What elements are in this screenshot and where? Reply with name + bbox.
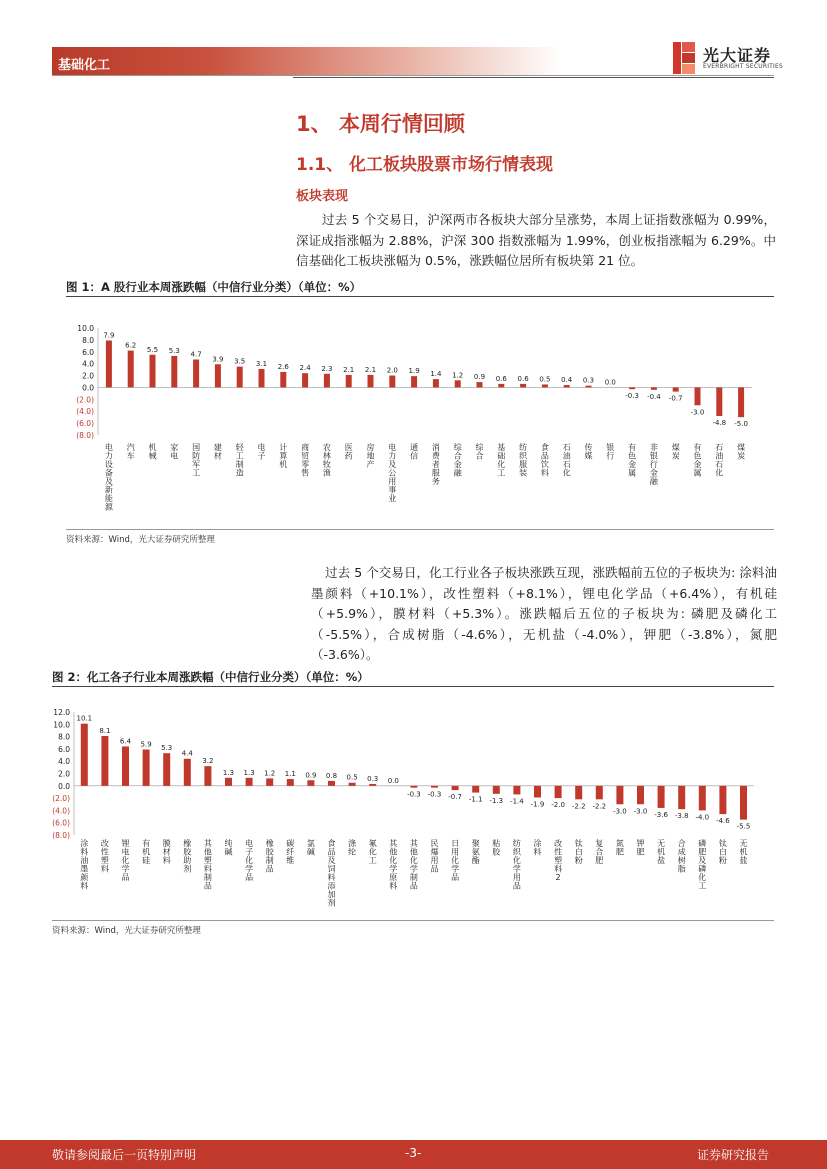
category-label: 房地产	[366, 443, 375, 469]
category-label: 食品及饲料添加剂	[327, 839, 336, 908]
data-label: -1.4	[510, 797, 524, 806]
data-label: 0.5	[346, 773, 358, 782]
figure2-source: 资料来源：Wind，光大证券研究所整理	[52, 926, 201, 936]
sector-label: 基础化工	[58, 58, 111, 73]
y-tick-label: 2.0	[82, 371, 94, 381]
bar	[651, 387, 657, 389]
logo-text-en: EVERBRIGHT SECURITIES	[703, 63, 783, 70]
bar	[259, 369, 265, 387]
page-number: -3-	[405, 1146, 422, 1160]
bar	[673, 387, 679, 391]
figure2-rule	[52, 686, 774, 687]
bar	[740, 786, 747, 820]
data-label: -2.2	[592, 802, 607, 811]
data-label: -0.7	[668, 394, 683, 403]
bar	[280, 372, 286, 387]
category-label: 有色金属	[693, 443, 702, 478]
data-label: 3.9	[212, 355, 224, 364]
category-label: 聚氨酯	[471, 839, 480, 865]
category-label: 电力及公用事业	[388, 443, 397, 503]
data-label: 3.5	[234, 357, 246, 366]
y-tick-label: 12.0	[53, 708, 70, 717]
data-label: 4.7	[190, 350, 202, 359]
category-label: 机械	[148, 443, 157, 461]
bar	[328, 781, 335, 786]
category-label: 轻工制造	[235, 443, 244, 478]
data-label: 0.9	[473, 373, 486, 382]
y-tick-label: 10.0	[77, 324, 94, 333]
bar	[171, 356, 177, 388]
y-tick-label: 0.0	[82, 383, 94, 393]
data-label: -2.0	[551, 801, 565, 810]
data-label: 1.1	[284, 770, 296, 779]
category-label: 电子	[257, 443, 266, 461]
header-band	[52, 47, 562, 75]
bar	[699, 786, 706, 811]
category-label: 通信	[410, 443, 419, 461]
category-label: 涂料	[533, 839, 542, 857]
data-label: -3.0	[613, 807, 627, 816]
bar	[193, 360, 199, 388]
bar	[472, 786, 479, 793]
y-tick-label: 6.0	[58, 744, 70, 754]
data-label: -3.6	[654, 810, 668, 819]
y-tick-label: 8.0	[58, 732, 70, 742]
data-label: 5.3	[161, 744, 173, 753]
data-label: 5.5	[146, 345, 159, 354]
bar	[586, 386, 592, 388]
data-label: 0.3	[582, 376, 595, 385]
category-label: 商贸零售	[301, 443, 310, 478]
category-label: 农林牧渔	[322, 443, 331, 478]
category-label: 无机盐	[739, 839, 748, 865]
category-label: 粘胶	[492, 839, 501, 857]
figure1-rule	[66, 296, 774, 297]
category-label: 民爆用品	[430, 839, 439, 874]
y-tick-label: (8.0)	[52, 831, 70, 840]
bar	[266, 778, 273, 785]
category-label: 氮肥	[615, 839, 624, 857]
category-label: 国防军工	[192, 443, 201, 478]
bar	[431, 786, 438, 788]
bar	[452, 786, 459, 790]
category-label: 无机盐	[657, 839, 666, 865]
data-label: 2.4	[299, 364, 311, 373]
category-label: 氟化工	[368, 839, 377, 865]
data-label: 2.6	[277, 362, 289, 371]
y-tick-label: (6.0)	[52, 818, 70, 828]
y-tick-label: (4.0)	[76, 407, 94, 417]
footer-report-type: 证券研究报告	[697, 1148, 770, 1162]
y-tick-label: 8.0	[82, 335, 94, 345]
category-label: 综合金融	[453, 443, 462, 478]
category-label: 钛白粉	[574, 839, 583, 865]
bar	[128, 351, 134, 388]
y-tick-label: 4.0	[58, 757, 70, 767]
y-tick-label: 4.0	[82, 359, 94, 369]
data-label: 0.8	[325, 771, 338, 780]
category-label: 合成树脂	[677, 839, 686, 874]
data-label: -4.0	[695, 813, 710, 822]
category-label: 建材	[213, 443, 222, 461]
data-label: -4.8	[712, 418, 727, 427]
data-label: 0.4	[561, 376, 573, 385]
bar	[389, 376, 395, 388]
bar	[246, 778, 253, 786]
data-label: 1.3	[243, 768, 255, 777]
category-label: 有色金属	[628, 443, 637, 478]
data-label: 2.3	[321, 364, 333, 373]
data-label: -4.6	[716, 817, 730, 826]
category-label: 消费者服务	[431, 443, 440, 486]
bar	[498, 384, 504, 388]
y-tick-label: (4.0)	[52, 806, 70, 816]
category-label: 医药	[344, 443, 353, 461]
data-label: 0.6	[495, 374, 507, 383]
y-tick-label: 6.0	[82, 347, 94, 357]
bar	[346, 375, 352, 387]
data-label: 0.0	[604, 378, 616, 387]
category-label: 计算机	[279, 443, 288, 469]
bar	[204, 766, 211, 786]
y-tick-label: 2.0	[58, 769, 70, 779]
data-label: -0.3	[427, 790, 442, 799]
category-label: 橡胶助剂	[183, 839, 192, 874]
category-label: 其他塑料制品	[203, 839, 212, 891]
y-tick-label: (8.0)	[76, 431, 94, 440]
data-label: -0.7	[448, 793, 462, 802]
data-label: 3.1	[255, 360, 268, 369]
data-label: -1.3	[489, 796, 504, 805]
sub-subsection-heading: 板块表现	[296, 189, 349, 204]
bar	[596, 786, 603, 800]
data-label: 1.2	[264, 769, 276, 778]
category-label: 煤炭	[737, 443, 746, 461]
data-label: 8.1	[99, 726, 111, 735]
category-label: 煤炭	[671, 443, 680, 461]
figure1-source: 资料来源：Wind，光大证券研究所整理	[66, 535, 215, 545]
bar	[716, 387, 722, 416]
data-label: -5.5	[736, 822, 751, 831]
data-label: 1.2	[452, 371, 464, 380]
category-label: 综合	[475, 443, 484, 461]
data-label: 6.4	[119, 737, 132, 746]
bar	[629, 387, 635, 389]
category-label: 石油石化	[715, 443, 724, 478]
bar	[455, 380, 461, 387]
bar	[101, 736, 108, 786]
bar	[163, 753, 170, 786]
bar	[678, 786, 685, 809]
bar	[738, 387, 744, 417]
logo-mark-icon	[673, 42, 695, 74]
category-label: 橡胶制品	[265, 839, 274, 874]
category-label: 钛白粉	[718, 839, 727, 865]
category-label: 有机硅	[142, 839, 151, 865]
bar	[534, 786, 541, 798]
data-label: 10.1	[76, 714, 93, 723]
data-label: 1.3	[222, 768, 235, 777]
category-label: 碳纤维	[286, 839, 295, 865]
data-label: -3.0	[633, 807, 648, 816]
bar	[369, 784, 376, 786]
y-tick-label: 10.0	[53, 720, 70, 730]
logo-text-cn: 光大证券	[703, 46, 772, 65]
data-label: -0.3	[625, 392, 639, 401]
bar	[637, 786, 644, 804]
bar	[520, 384, 526, 388]
bar	[477, 382, 483, 387]
category-label: 氯碱	[306, 839, 315, 857]
header-rule	[52, 75, 774, 76]
data-label: 0.6	[517, 374, 529, 383]
category-label: 传媒	[584, 443, 593, 461]
bar	[433, 379, 439, 387]
category-label: 非银行金融	[649, 443, 658, 486]
data-label: 2.1	[364, 365, 377, 374]
category-label: 银行	[606, 443, 615, 461]
data-label: -3.0	[690, 408, 705, 417]
bar	[368, 375, 374, 387]
y-tick-label: (2.0)	[76, 395, 94, 405]
category-label: 食品饮料	[540, 443, 549, 478]
bar	[302, 373, 308, 387]
data-label: -2.2	[571, 802, 586, 811]
bar	[564, 385, 570, 387]
data-label: 2.1	[343, 365, 355, 374]
bar	[493, 786, 500, 794]
data-label: 2.0	[386, 366, 398, 375]
category-label: 基础化工	[497, 443, 506, 478]
footer-disclaimer: 敬请参阅最后一页特别声明	[52, 1148, 197, 1162]
bar	[513, 786, 520, 795]
section-heading: 1、 本周行情回顾	[296, 112, 465, 136]
data-label: -5.0	[734, 420, 748, 429]
category-label: 磷肥及磷化工	[698, 839, 707, 891]
bar	[575, 786, 582, 800]
data-label: 0.5	[539, 375, 551, 384]
category-label: 锂电化学品	[121, 839, 130, 882]
data-label: -0.4	[647, 392, 661, 401]
category-label: 涂料油墨颜料	[80, 839, 89, 891]
brand-logo	[673, 41, 783, 77]
subsection-heading: 1.1、 化工板块股票市场行情表现	[296, 155, 554, 175]
bar	[324, 374, 330, 388]
bar	[410, 786, 417, 788]
category-label: 钾肥	[636, 839, 645, 857]
data-label: 0.0	[387, 776, 399, 785]
bar	[287, 779, 294, 786]
paragraph-market: 过去 5 个交易日，沪深两市各板块大部分呈涨势，本周上证指数涨幅为 0.99%，深证成指涨幅为 2.88%，沪深 300 指数涨幅为 1.99%，创业板指涨幅为 6.29%。中信基础化工板块涨幅为 0.5%，涨跌幅位居所有板块第 21 位。	[296, 212, 776, 268]
data-label: 7.9	[103, 331, 115, 340]
bar	[349, 783, 356, 786]
data-label: -1.9	[530, 800, 545, 809]
bar	[411, 376, 417, 387]
bar	[658, 786, 665, 808]
figure2-bottom-rule	[52, 920, 774, 921]
bar	[237, 367, 243, 388]
bar	[542, 384, 548, 387]
category-label: 电力设备及新能源	[104, 443, 113, 512]
category-label: 膜材料	[162, 839, 171, 865]
data-label: 5.3	[168, 346, 180, 355]
figure1-chart	[66, 318, 774, 523]
category-label: 其他化学制品	[409, 839, 418, 891]
bar	[122, 746, 129, 785]
data-label: 3.2	[202, 757, 214, 766]
figure2-chart	[52, 704, 774, 916]
category-label: 其他化学原料	[389, 839, 398, 891]
category-label: 日用化学品	[451, 839, 460, 882]
section-rule	[293, 77, 774, 78]
category-label: 纯碱	[224, 839, 233, 857]
category-label: 复合肥	[595, 839, 604, 865]
figure1-bottom-rule	[66, 529, 774, 530]
bar	[225, 778, 232, 786]
data-label: -1.1	[468, 795, 483, 804]
category-label: 电子化学品	[245, 839, 254, 882]
data-label: 6.2	[125, 341, 137, 350]
data-label: 5.9	[140, 740, 152, 749]
category-label: 石油石化	[562, 443, 571, 478]
category-label: 涤纶	[348, 839, 357, 857]
bar	[215, 364, 221, 387]
data-label: -3.8	[674, 812, 689, 821]
bar	[106, 340, 112, 387]
data-label: 4.4	[181, 749, 193, 758]
paragraph-subsector: 过去 5 个交易日，化工行业各子板块涨跌互现，涨跌幅前五位的子板块为: 涂料油墨颜料（+10.1%），改性塑料（+8.1%），锂电化学品（+6.4%），有机硅（+5.9%），膜材料（+5.3%）。涨跌幅后五位的子板块为: 磷肥及磷化工（-5.5%），合成树脂（-4.6%），无机盐（-4.0%），钾肥（-3.8%），氮肥（-3.6%）。	[311, 565, 777, 662]
bar	[184, 759, 191, 786]
category-label: 汽车	[126, 443, 135, 461]
category-label: 改性塑料 2	[554, 839, 563, 882]
bar	[81, 724, 88, 786]
bar	[150, 355, 156, 388]
bar	[719, 786, 726, 814]
bar	[143, 750, 150, 786]
category-label: 改性塑料	[100, 839, 109, 874]
data-label: 0.9	[305, 771, 317, 780]
category-label: 纺织化学用品	[512, 839, 521, 891]
figure1-title: 图 1：A 股行业本周涨跌幅（中信行业分类）（单位：%）	[66, 280, 362, 294]
y-tick-label: (2.0)	[52, 794, 70, 804]
bar	[555, 786, 562, 798]
data-label: 1.4	[430, 370, 442, 379]
y-tick-label: (6.0)	[76, 419, 94, 429]
bar	[307, 780, 314, 786]
bar	[695, 387, 701, 405]
data-label: 1.9	[408, 367, 420, 376]
category-label: 家电	[170, 443, 179, 461]
category-label: 纺织服装	[519, 443, 528, 478]
data-label: 0.3	[367, 774, 379, 783]
y-tick-label: 0.0	[58, 781, 70, 791]
figure2-title: 图 2：化工各子行业本周涨跌幅（中信行业分类）（单位：%）	[52, 670, 369, 684]
bar	[616, 786, 623, 804]
data-label: -0.3	[407, 790, 421, 799]
